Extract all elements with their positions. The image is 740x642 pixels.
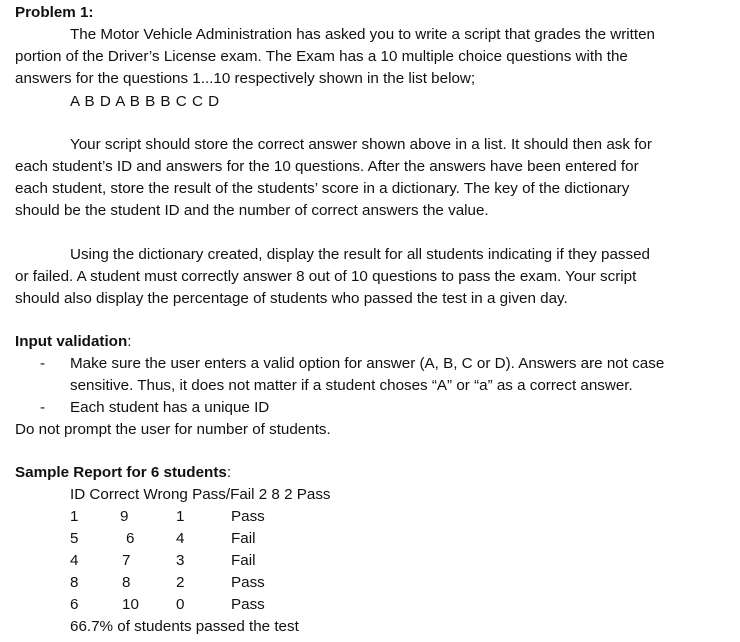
paragraph-line: Using the dictionary created, display the result for all students indicating if they passed: [70, 246, 650, 263]
validation-heading: [15, 331, 131, 353]
report-heading: [15, 462, 231, 484]
paragraph-line: should be the student ID and the number of correct answers the value.: [15, 202, 489, 219]
cell-status: Fail: [231, 552, 256, 569]
cell-wrong: 3: [176, 552, 185, 569]
cell-id: 5: [70, 530, 79, 547]
cell-status: Pass: [231, 574, 265, 591]
cell-wrong: 4: [176, 530, 185, 547]
validation-footer: Do not prompt the user for number of students.: [15, 421, 331, 438]
cell-status: Pass: [231, 508, 265, 525]
report-summary: 66.7% of students passed the test: [70, 618, 299, 635]
list-item-line: sensitive. Thus, it does not matter if a student choses “A” or “a” as a correct answer.: [70, 377, 633, 394]
answer-key: A B D A B B B C C D: [70, 93, 220, 110]
cell-wrong: 2: [176, 574, 185, 591]
paragraph-line: Your script should store the correct answer shown above in a list. It should then ask for: [70, 136, 652, 153]
cell-correct: 9: [120, 508, 129, 525]
cell-id: 6: [70, 596, 79, 613]
cell-status: Fail: [231, 530, 256, 547]
list-bullet: -: [40, 355, 46, 372]
list-item-line: Make sure the user enters a valid option for answer (A, B, C or D). Answers are not case: [70, 355, 665, 372]
paragraph-line: each student, store the result of the students’ score in a dictionary. The key of the dictionary: [15, 180, 630, 197]
cell-status: Pass: [231, 596, 265, 613]
cell-id: 1: [70, 508, 79, 525]
cell-correct: 10: [122, 596, 139, 613]
paragraph-line: answers for the questions 1...10 respectively shown in the list below;: [15, 70, 476, 87]
cell-correct: 6: [126, 530, 135, 547]
problem-heading: Problem 1:: [15, 4, 94, 21]
cell-id: 4: [70, 552, 79, 569]
validation-heading-colon: :: [127, 333, 132, 350]
paragraph-line: The Motor Vehicle Administration has asked you to write a script that grades the written: [70, 26, 656, 43]
cell-correct: 7: [122, 552, 131, 569]
list-bullet: -: [40, 399, 46, 416]
paragraph-line: portion of the Driver’s License exam. The Exam has a 10 multiple choice questions with the: [15, 48, 628, 65]
validation-heading-text: Input validation: [15, 333, 128, 350]
report-heading-colon: :: [226, 464, 232, 481]
cell-id: 8: [70, 574, 79, 591]
paragraph-line: each student’s ID and answers for the 10 questions. After the answers have been entered for: [15, 158, 639, 175]
paragraph-line: should also display the percentage of students who passed the test in a given day.: [15, 290, 568, 307]
cell-wrong: 1: [176, 508, 185, 525]
list-item-line: Each student has a unique ID: [70, 399, 270, 416]
report-header-line: ID Correct Wrong Pass/Fail 2 8 2 Pass: [70, 486, 331, 503]
report-heading-text: Sample Report for 6 students: [15, 464, 227, 481]
cell-correct: 8: [122, 574, 131, 591]
paragraph-line: or failed. A student must correctly answer 8 out of 10 questions to pass the exam. Your script: [15, 268, 637, 285]
cell-wrong: 0: [176, 596, 185, 613]
